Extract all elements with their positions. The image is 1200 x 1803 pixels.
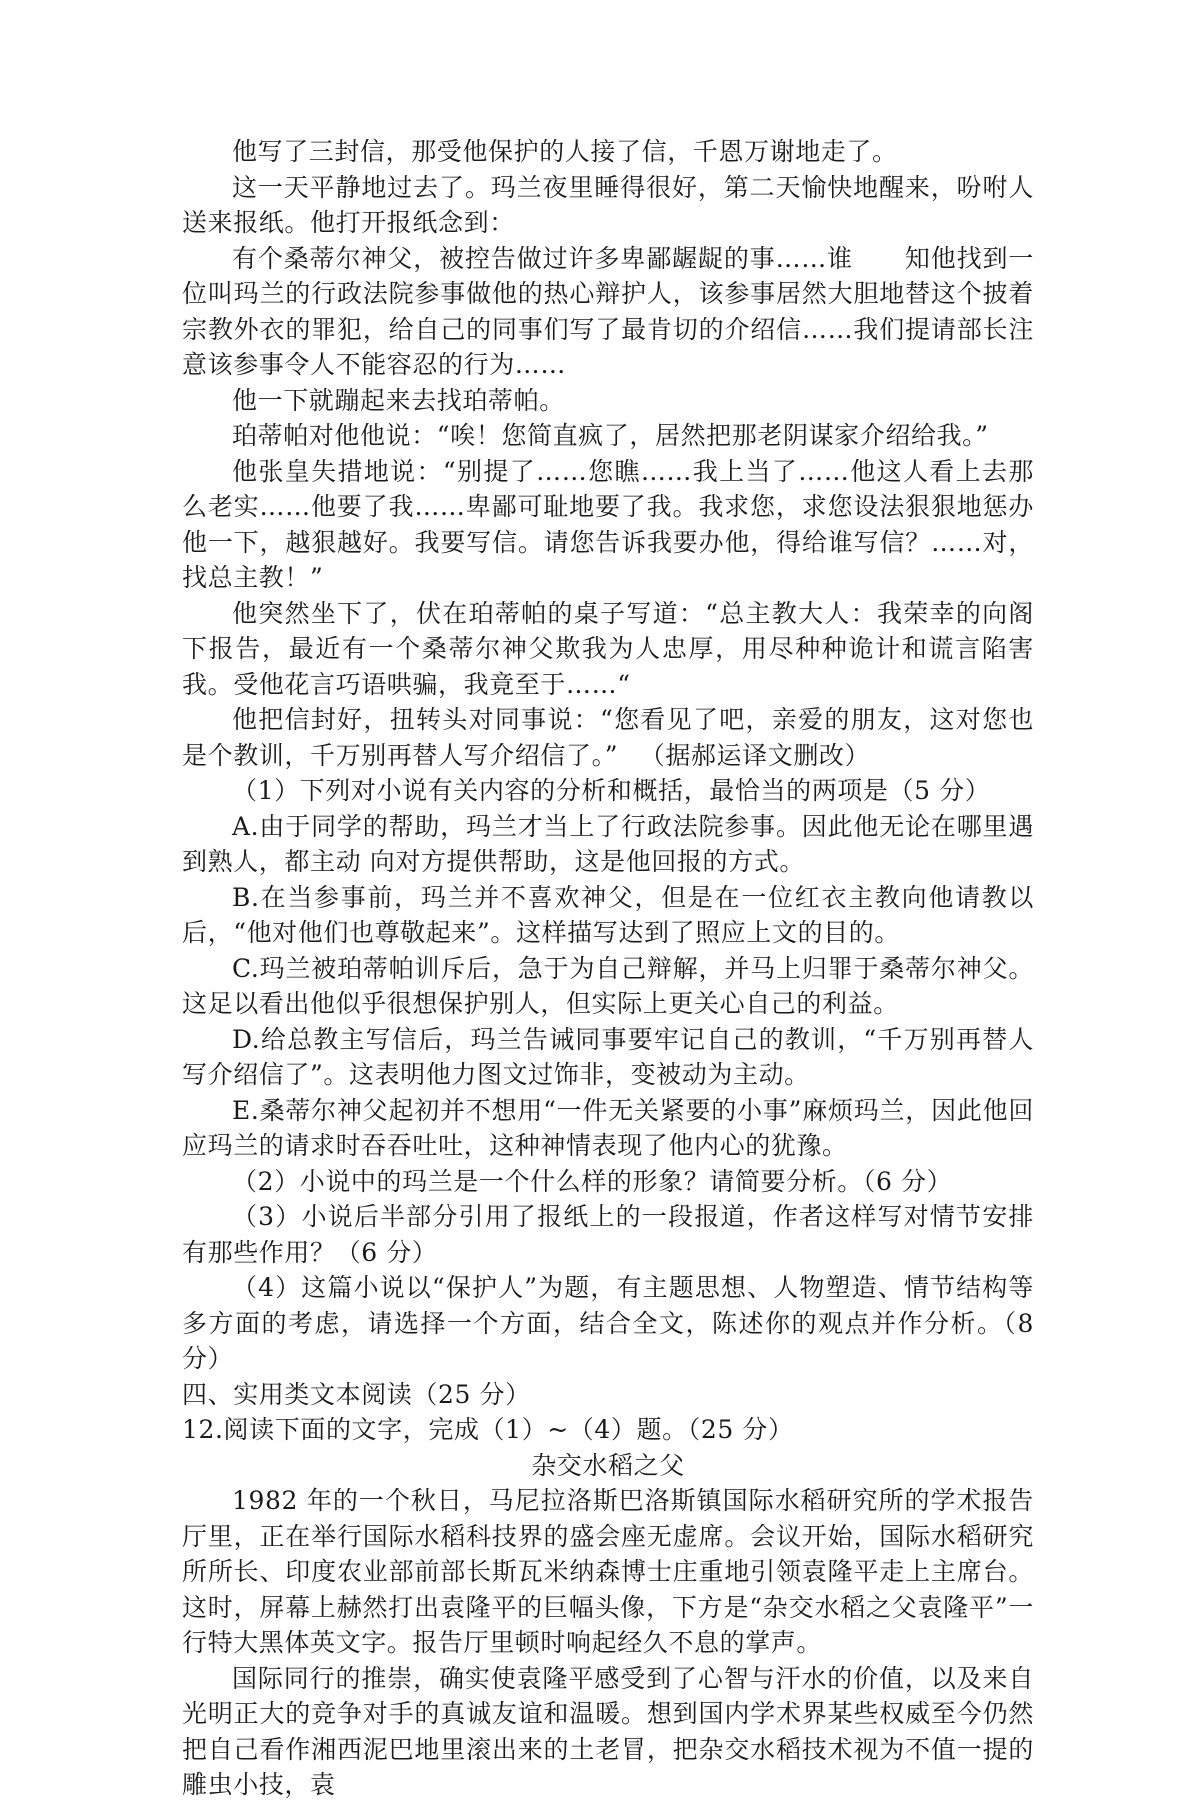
paragraph: 他突然坐下了，伏在珀蒂帕的桌子写道：“总主教大人：我荣幸的向阁下报告，最近有一个桑蒂尔神父欺我为人忠厚，用尽种种诡计和谎言陷害我。受他花言巧语哄骗，我竟至于……“ [182, 598, 1034, 699]
option-a: A.由于同学的帮助，玛兰才当上了行政法院参事。因此他无论在哪里遇到熟人，都主动 向对方提供帮助，这是他回报的方式。 [182, 811, 1034, 876]
paragraph: 他一下就蹦起来去找珀蒂帕。 [232, 385, 565, 415]
section-heading: 四、实用类文本阅读（25 分） [182, 1379, 531, 1409]
paragraph: 国际同行的推崇，确实使袁隆平感受到了心智与汗水的价值，以及来自光明正大的竞争对手的真诚友谊和温暖。想到国内学术界某些权威至今仍然把自己看作湘西泥巴地里滚出来的土老冒，把杂交水稻技术视为不值一提的雕虫小技，袁 [182, 1663, 1034, 1799]
paragraph: 他写了三封信，那受他保护的人接了信，千恩万谢地走了。 [232, 137, 898, 166]
paragraph: 他张皇失措地说：“别提了……您瞧……我上当了……他这人看上去那么老实……他要了我……卑鄙可耻地要了我。我求您，求您设法狠狠地惩办他一下，越狠越好。我要写信。请您告诉我要办他，得给谁写信？……对，找总主教！” [182, 456, 1034, 592]
paragraph: 1982 年的一个秋日，马尼拉洛斯巴洛斯镇国际水稻研究所的学术报告厅里，正在举行国际水稻科技界的盛会座无虚席。会议开始，国际水稻研究所所长、印度农业部前部长斯瓦米纳森博士庄重地引领袁隆平走上主席台。这时，屏幕上赫然打出袁隆平的巨幅头像，下方是“杂交水稻之父袁隆平”一行特大黑体英文字。报告厅里顿时响起经久不息的掌声。 [182, 1486, 1034, 1657]
question-2: （2）小说中的玛兰是一个什么样的形象？请简要分析。（6 分） [232, 1166, 953, 1196]
paragraph-news-quote: 有个桑蒂尔神父，被控告做过许多卑鄙龌龊的事……谁 知他找到一位叫玛兰的行政法院参事做他的热心辩护人，该参事居然大胆地替这个披着宗教外衣的罪犯，给自己的同事们写了最肯切的介绍信……我们提请部长注意该参事令人不能容忍的行为…… [182, 243, 1034, 379]
question-4: （4）这篇小说以“保护人”为题，有主题思想、人物塑造、情节结构等多方面的考虑，请选择一个方面，结合全文，陈述你的观点并作分析。（8 分） [182, 1273, 1034, 1373]
document-page [182, 134, 1034, 1803]
question-1: （1）下列对小说有关内容的分析和概括，最恰当的两项是（5 分） [232, 776, 991, 805]
paragraph: 这一天平静地过去了。玛兰夜里睡得很好，第二天愉快地醒来，吩咐人送来报纸。他打开报纸念到： [182, 172, 1034, 237]
question-3: （3）小说后半部分引用了报纸上的一段报道，作者这样写对情节安排有那些作用？（6 分） [182, 1202, 1034, 1267]
question-12-instruction: 12.阅读下面的文字，完成（1）~（4）题。（25 分） [182, 1415, 794, 1444]
option-d: D.给总教主写信后，玛兰告诫同事要牢记自己的教训，“千万别再替人写介绍信了”。这表明他力图文过饰非，变被动为主动。 [182, 1024, 1034, 1089]
paragraph: 他把信封好，扭转头对同事说：“您看见了吧，亲爱的朋友，这对您也是个教训，千万别再替人写介绍信了。” （据郝运译文删改） [182, 705, 1034, 770]
option-e: E.桑蒂尔神父起初并不想用“一件无关紧要的小事”麻烦玛兰，因此他回应玛兰的请求时吞吞吐吐，这种神情表现了他内心的犹豫。 [182, 1095, 1034, 1160]
paragraph: 珀蒂帕对他他说：“唉！您简直疯了，居然把那老阴谋家介绍给我。” [232, 421, 989, 450]
article-title: 杂交水稻之父 [531, 1450, 685, 1480]
option-b: B.在当参事前，玛兰并不喜欢神父，但是在一位红衣主教向他请教以后，“他对他们也尊敬起来”。这样描写达到了照应上文的目的。 [182, 882, 1034, 947]
option-c: C.玛兰被珀蒂帕训斥后，急于为自己辩解，并马上归罪于桑蒂尔神父。这足以看出他似乎很想保护别人，但实际上更关心自己的利益。 [182, 953, 1034, 1018]
